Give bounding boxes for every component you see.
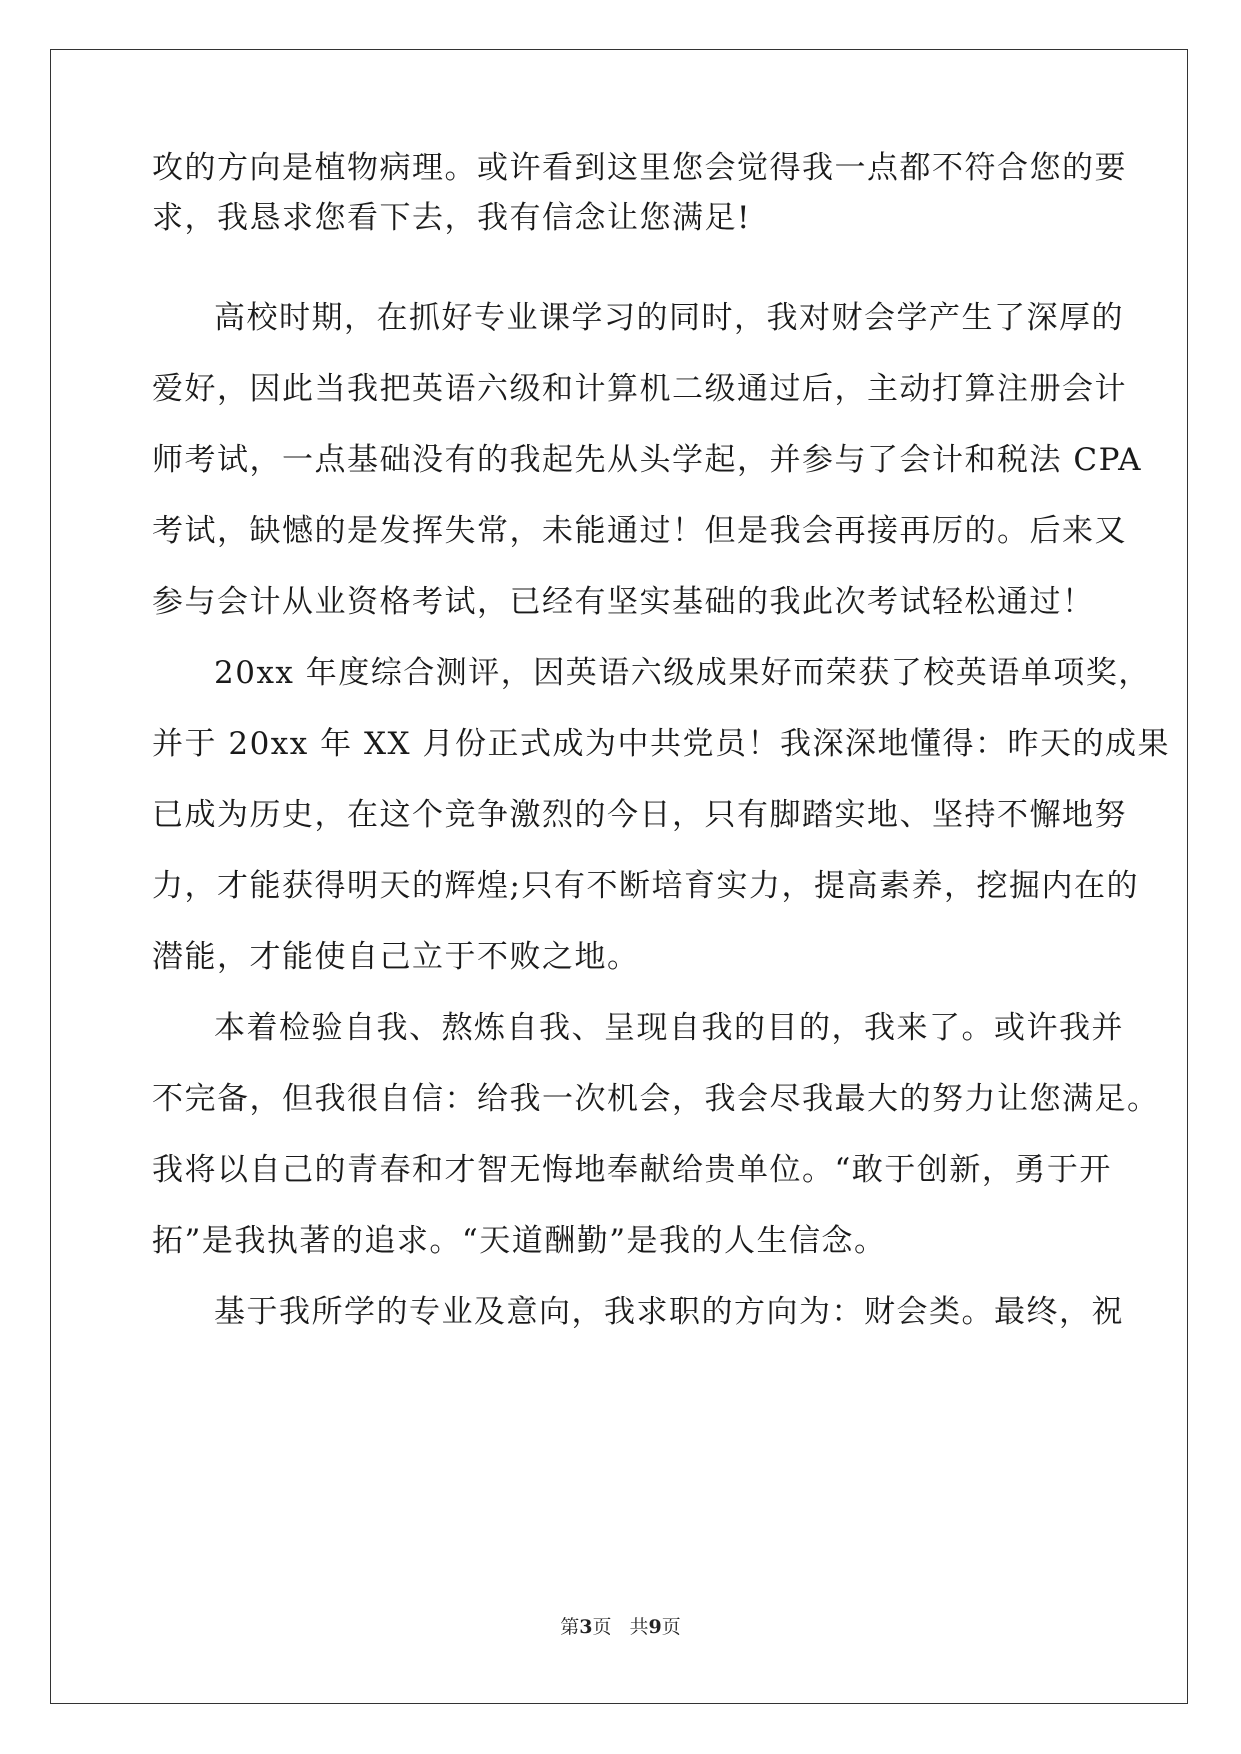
body-text-line: 爱好，因此当我把英语六级和计算机二级通过后，主动打算注册会计 — [152, 371, 1127, 407]
body-text-line: 我将以自己的青春和才智无悔地奉献给贵单位。“敢于创新，勇于开 — [152, 1152, 1112, 1188]
body-text-line: 力，才能获得明天的辉煌;只有不断培育实力，提高素养，挖掘内在的 — [152, 868, 1139, 904]
body-text-line: 不完备，但我很自信：给我一次机会，我会尽我最大的努力让您满足。 — [152, 1081, 1160, 1117]
body-text-line: 已成为历史，在这个竞争激烈的今日，只有脚踏实地、坚持不懈地努 — [152, 797, 1127, 833]
body-text-line: 并于 20xx 年 XX 月份正式成为中共党员！我深深地懂得：昨天的成果 — [152, 726, 1170, 762]
paragraph-first-line: 本着检验自我、熬炼自我、呈现自我的目的，我来了。或许我并 — [214, 1010, 1124, 1046]
body-text-line: 求，我恳求您看下去，我有信念让您满足! — [152, 200, 751, 236]
body-text-line: 参与会计从业资格考试，已经有坚实基础的我此次考试轻松通过！ — [152, 584, 1095, 620]
page-footer — [0, 1615, 1241, 1639]
total-page-count: 9 — [648, 1616, 662, 1638]
body-text-line: 师考试，一点基础没有的我起先从头学起，并参与了会计和税法 CPA — [152, 442, 1142, 478]
total-prefix: 共 — [629, 1616, 649, 1638]
paragraph-first-line: 20xx 年度综合测评，因英语六级成果好而荣获了校英语单项奖， — [214, 655, 1151, 691]
total-suffix: 页 — [661, 1616, 681, 1638]
body-text-line: 考试，缺憾的是发挥失常，未能通过！但是我会再接再厉的。后来又 — [152, 513, 1127, 549]
paragraph-first-line: 高校时期，在抓好专业课学习的同时，我对财会学产生了深厚的 — [214, 300, 1124, 336]
body-text-line: 拓”是我执著的追求。“天道酬勤”是我的人生信念。 — [152, 1223, 887, 1259]
page-suffix: 页 — [592, 1616, 612, 1638]
current-page-number: 3 — [579, 1616, 593, 1638]
body-text-line: 攻的方向是植物病理。或许看到这里您会觉得我一点都不符合您的要 — [152, 150, 1127, 186]
page-prefix: 第 — [560, 1616, 580, 1638]
paragraph-first-line: 基于我所学的专业及意向，我求职的方向为：财会类。最终，祝 — [214, 1294, 1124, 1330]
body-text-line: 潜能，才能使自己立于不败之地。 — [152, 939, 640, 975]
